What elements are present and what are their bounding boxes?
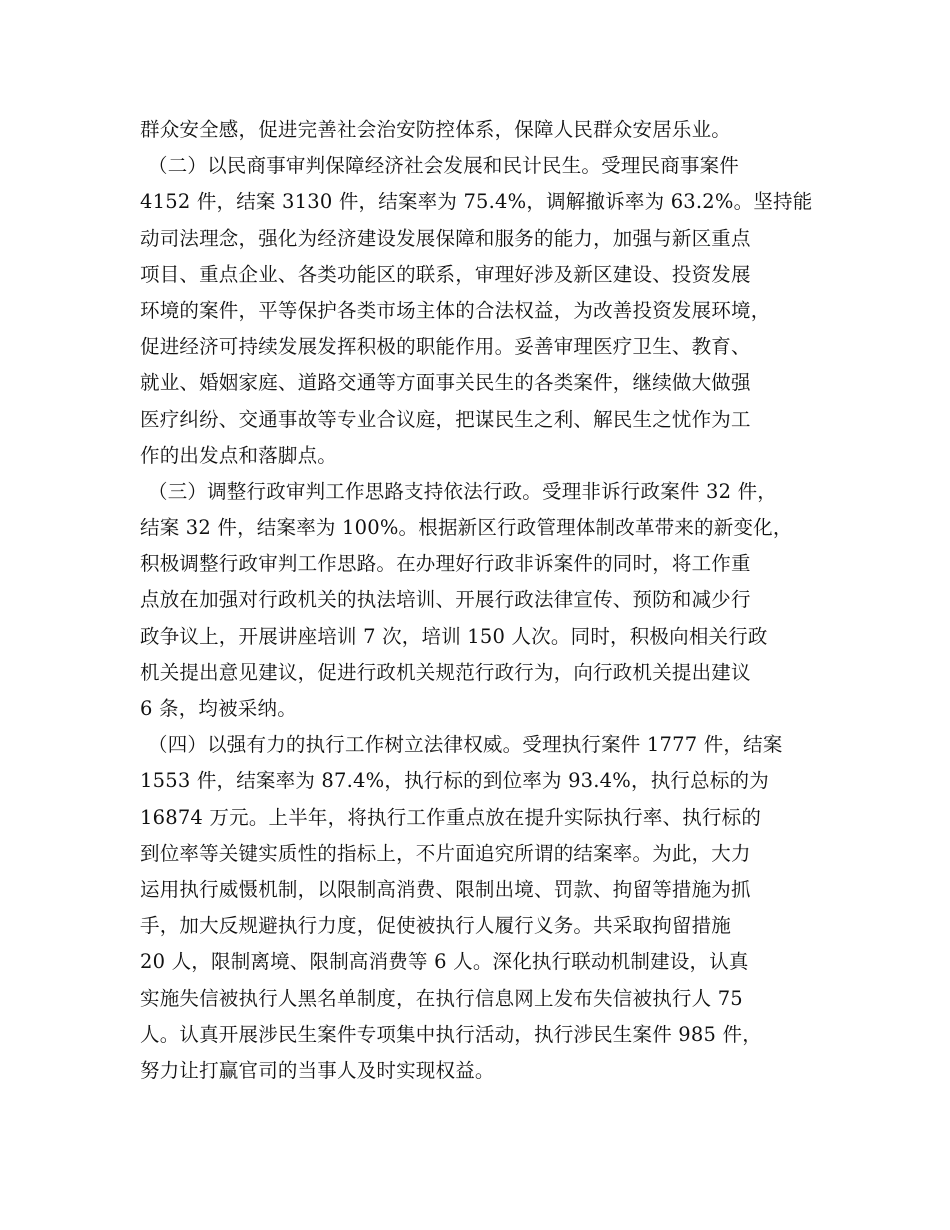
- text-line: （二）以民商事审判保障经济社会发展和民计民生。受理民商事案件: [148, 154, 740, 178]
- text-line: 积极调整行政审判工作思路。在办理好行政非诉案件的同时，将工作重: [140, 552, 751, 576]
- text-line: （四）以强有力的执行工作树立法律权威。受理执行案件 1777 件，结案: [148, 733, 783, 757]
- text-line: 到位率等关键实质性的指标上，不片面追究所谓的结案率。为此，大力: [140, 841, 751, 865]
- text-line: 人。认真开展涉民生案件专项集中执行活动，执行涉民生案件 985 件，: [140, 1022, 762, 1046]
- text-line: 动司法理念，强化为经济建设发展保障和服务的能力，加强与新区重点: [140, 226, 751, 250]
- document-body: [140, 112, 820, 1089]
- text-line: 作的出发点和落脚点。: [140, 443, 338, 467]
- text-line: 就业、婚姻家庭、道路交通等方面事关民生的各类案件，继续做大做强: [140, 371, 751, 395]
- text-line: 16874 万元。上半年，将执行工作重点放在提升实际执行率、执行标的: [140, 805, 762, 829]
- text-line: 运用执行威慑机制，以限制高消费、限制出境、罚款、拘留等措施为抓: [140, 877, 751, 901]
- text-line: 项目、重点企业、各类功能区的联系，审理好涉及新区建设、投资发展: [140, 262, 751, 286]
- text-line: 6 条，均被采纳。: [140, 697, 297, 720]
- text-line: 20 人，限制离境、限制高消费等 6 人。深化执行联动机制建设，认真: [140, 950, 749, 974]
- text-line: 手，加大反规避执行力度，促使被执行人履行义务。共采取拘留措施: [140, 914, 732, 938]
- text-line: 机关提出意见建议，促进行政机关规范行政行为，向行政机关提出建议: [140, 660, 751, 684]
- text-line: 点放在加强对行政机关的执法培训、开展行政法律宣传、预防和减少行: [140, 588, 751, 612]
- text-line: 环境的案件，平等保护各类市场主体的合法权益，为改善投资发展环境，: [140, 298, 771, 322]
- text-line: 4152 件，结案 3130 件，结案率为 75.4%，调解撤诉率为 63.2%。坚持能: [140, 190, 813, 214]
- text-line: 1553 件，结案率为 87.4%，执行标的到位率为 93.4%，执行总标的为: [140, 769, 769, 793]
- text-line: 实施失信被执行人黑名单制度，在执行信息网上发布失信被执行人 75: [140, 986, 743, 1010]
- text-line: 政争议上，开展讲座培训 7 次，培训 150 人次。同时，积极向相关行政: [140, 624, 768, 648]
- text-line: 医疗纠纷、交通事故等专业合议庭，把谋民生之利、解民生之忧作为工: [140, 407, 751, 431]
- text-line: （三）调整行政审判工作思路支持依法行政。受理非诉行政案件 32 件，: [148, 479, 778, 503]
- text-line: 促进经济可持续发展发挥积极的职能作用。妥善审理医疗卫生、教育、: [140, 335, 751, 359]
- text-line: 结案 32 件，结案率为 100%。根据新区行政管理体制改革带来的新变化，: [140, 516, 793, 540]
- text-line: 努力让打赢官司的当事人及时实现权益。: [140, 1058, 495, 1082]
- text-line: 群众安全感，促进完善社会治安防控体系，保障人民群众安居乐业。: [140, 118, 732, 141]
